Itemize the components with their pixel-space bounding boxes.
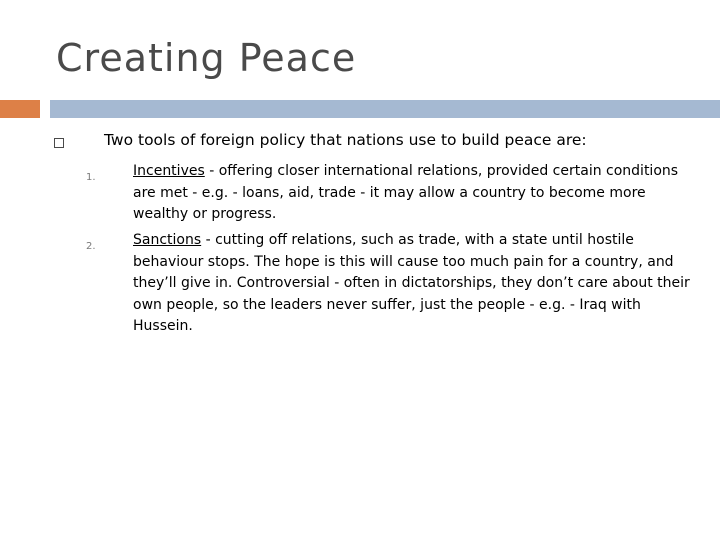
item-text-sanctions: - cutting off relations, such as trade, with a state until hostile behaviour stops. The hope is this will cause too much pain for a country, and they’ll give in. Controversial - often in dictatorships, they don’t care about their own people, so the leaders never suffer, just the people - e.g. - Iraq with Hussein. <box>133 232 690 334</box>
accent-bar <box>0 100 40 118</box>
term-incentives: Incentives <box>133 163 205 179</box>
list-number-2: 2. <box>86 241 96 252</box>
main-bullet-text: Two tools of foreign policy that nations use to build peace are: <box>104 131 587 149</box>
list-item-incentives <box>133 161 693 226</box>
term-sanctions: Sanctions <box>133 232 202 248</box>
item-text-incentives: - offering closer international relations, provided certain conditions are met - e.g. - loans, aid, trade - it may allow a country to become more wealthy or progress. <box>133 163 679 222</box>
list-number-1: 1. <box>86 172 96 183</box>
list-item-sanctions <box>133 230 693 338</box>
square-bullet-icon <box>54 138 64 148</box>
slide-title: Creating Peace <box>56 36 357 80</box>
title-underline-bar <box>50 100 720 118</box>
